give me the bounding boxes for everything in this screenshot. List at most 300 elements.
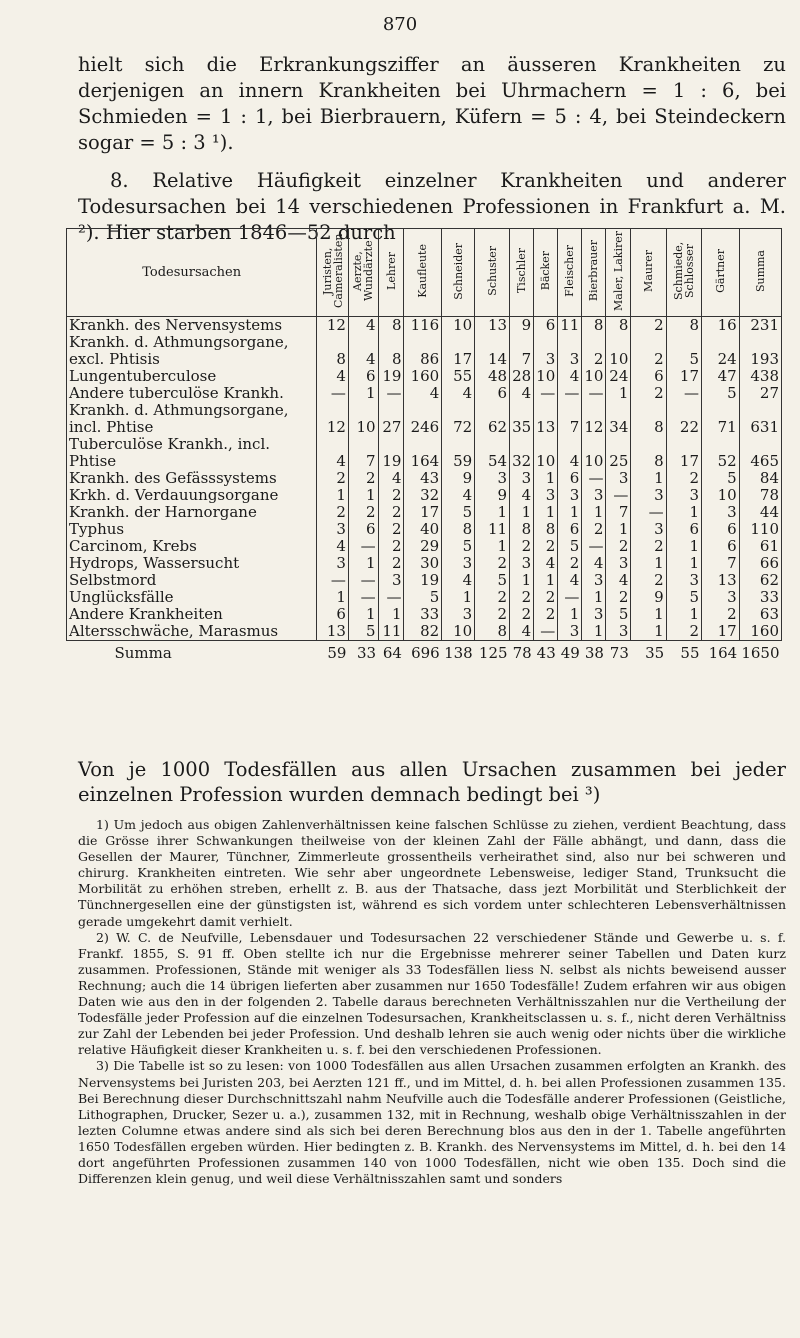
table-cell: 4	[510, 385, 534, 402]
table-cell: 2	[475, 606, 510, 623]
table-cell: 160	[404, 368, 442, 385]
table-cell: 55	[442, 368, 475, 385]
table-cell: 5	[404, 589, 442, 606]
table-row	[67, 589, 782, 606]
table-header-row	[67, 229, 782, 317]
section-8-heading: 8. Relative Häufigkeit einzelner Krankheiten und anderer Todesursachen bei 14 verschiedenen Professionen in Frankfurt a. M. ²). Hier starben 1846—52 durch	[78, 169, 786, 244]
table-cell: 1	[666, 538, 701, 555]
table-cell: 3	[702, 589, 740, 606]
summa-cell: 138	[444, 644, 473, 662]
table-cell: 2	[534, 538, 558, 555]
table-cell: —	[631, 504, 666, 521]
table-cell: 7	[606, 504, 631, 521]
table-cell: 160	[739, 623, 781, 641]
table-cell: 2	[510, 538, 534, 555]
table-cell: 62	[739, 572, 781, 589]
table-cell: 27	[378, 402, 404, 436]
table-cell: 2	[631, 538, 666, 555]
table-cell: 438	[739, 368, 781, 385]
table-cell: 1	[558, 606, 582, 623]
summa-cell: 49	[560, 644, 580, 662]
column-header: Aerzte, Wundärzte	[348, 229, 378, 317]
row-label: Krankh. d. Athmungsorgane, incl. Phtise	[67, 402, 317, 436]
table-cell: 3	[510, 470, 534, 487]
table-cell: 4	[582, 555, 606, 572]
table-cell: 8	[442, 521, 475, 538]
table-cell: 2	[510, 589, 534, 606]
table-cell: 3	[534, 334, 558, 368]
table-cell: 10	[348, 402, 378, 436]
table-cell: 6	[666, 521, 701, 538]
table-cell: 35	[510, 402, 534, 436]
table-cell: 8	[606, 317, 631, 335]
table-cell: 44	[739, 504, 781, 521]
table-row	[67, 368, 782, 385]
table-cell: 1	[631, 606, 666, 623]
table-cell: 1	[631, 623, 666, 641]
table-cell: 52	[702, 436, 740, 470]
table-cell: 2	[606, 589, 631, 606]
table-cell: 2	[582, 334, 606, 368]
table-cell: 4	[348, 317, 378, 335]
summa-cell: 35	[645, 644, 665, 662]
table-cell: 4	[510, 623, 534, 641]
table-cell: 3	[666, 572, 701, 589]
table-cell: 4	[317, 538, 349, 555]
column-header: Fleischer	[558, 229, 582, 317]
column-header: Kaufleute	[404, 229, 442, 317]
table-cell: 4	[404, 385, 442, 402]
table-row	[67, 334, 782, 368]
table-cell: 116	[404, 317, 442, 335]
table-cell: 2	[631, 334, 666, 368]
table-cell: 78	[739, 487, 781, 504]
table-cell: 6	[702, 538, 740, 555]
table-cell: 4	[348, 334, 378, 368]
table-cell: 5	[442, 538, 475, 555]
table-cell: 6	[534, 317, 558, 335]
table-cell: 34	[606, 402, 631, 436]
table-cell: 1	[510, 572, 534, 589]
table-cell: 3	[317, 521, 349, 538]
column-header: Schneider	[442, 229, 475, 317]
table-cell: 465	[739, 436, 781, 470]
table-cell: 54	[475, 436, 510, 470]
table-cell: 7	[702, 555, 740, 572]
table-row	[67, 436, 782, 470]
table-cell: 4	[442, 572, 475, 589]
summa-cell: 73	[609, 644, 629, 662]
table-cell: 8	[631, 436, 666, 470]
table-cell: 9	[442, 470, 475, 487]
table-cell: 2	[666, 623, 701, 641]
table-cell: 62	[475, 402, 510, 436]
table-cell: 17	[666, 436, 701, 470]
column-header: Gärtner	[702, 229, 740, 317]
table-cell: 231	[739, 317, 781, 335]
table-cell: 47	[702, 368, 740, 385]
table-cell: 1	[348, 606, 378, 623]
table-cell: —	[582, 538, 606, 555]
table-cell: 10	[534, 368, 558, 385]
table-cell: 27	[739, 385, 781, 402]
table-cell: 17	[404, 504, 442, 521]
table-cell: 24	[702, 334, 740, 368]
table-cell: 11	[558, 317, 582, 335]
table-row	[67, 555, 782, 572]
table-cell: 33	[404, 606, 442, 623]
table-cell: 2	[558, 555, 582, 572]
row-header: Todesursachen	[67, 229, 317, 317]
table-cell: 7	[348, 436, 378, 470]
table-cell: 1	[510, 504, 534, 521]
table-cell: 19	[404, 572, 442, 589]
table-row	[67, 521, 782, 538]
table-cell: 33	[739, 589, 781, 606]
table-cell: 40	[404, 521, 442, 538]
after-table-text: Von je 1000 Todesfällen aus allen Ursachen zusammen bei jeder einzelnen Profession wurden demnach bedingt bei ³)	[78, 758, 786, 806]
table-cell: 82	[404, 623, 442, 641]
table-cell: 13	[702, 572, 740, 589]
table-row	[67, 504, 782, 521]
column-header: Schmiede, Schlosser	[666, 229, 701, 317]
summa-cell: 1650	[741, 644, 780, 662]
table-cell: 5	[702, 470, 740, 487]
table-cell: 43	[404, 470, 442, 487]
table-cell: 8	[317, 334, 349, 368]
row-label: Andere tuberculöse Krankh.	[67, 385, 317, 402]
column-header: Juristen, Cameralisten	[317, 229, 349, 317]
table-cell: 24	[606, 368, 631, 385]
row-label: Selbstmord	[67, 572, 317, 589]
table-cell: 1	[631, 555, 666, 572]
table-cell: 9	[510, 317, 534, 335]
table-cell: 6	[348, 368, 378, 385]
table-cell: 5	[475, 572, 510, 589]
table-cell: 6	[317, 606, 349, 623]
table-cell: —	[558, 589, 582, 606]
table-cell: —	[317, 572, 349, 589]
table-row	[67, 317, 782, 335]
table-cell: 1	[348, 385, 378, 402]
table-cell: 1	[348, 487, 378, 504]
table-cell: 22	[666, 402, 701, 436]
table-cell: 19	[378, 368, 404, 385]
table-row	[67, 402, 782, 436]
table-cell: 10	[534, 436, 558, 470]
table-cell: 11	[378, 623, 404, 641]
table-cell: 3	[582, 487, 606, 504]
table-cell: 2	[348, 470, 378, 487]
table-row	[67, 470, 782, 487]
table-cell: 3	[475, 470, 510, 487]
table-cell: —	[606, 487, 631, 504]
table-cell: 3	[317, 555, 349, 572]
table-cell: 110	[739, 521, 781, 538]
table-cell: 4	[378, 470, 404, 487]
table-cell: 6	[558, 470, 582, 487]
table-cell: 5	[702, 385, 740, 402]
table-cell: 4	[442, 385, 475, 402]
table-cell: 1	[606, 521, 631, 538]
table-cell: 6	[348, 521, 378, 538]
table-cell: 1	[666, 555, 701, 572]
table-cell: —	[348, 538, 378, 555]
table-cell: 3	[582, 606, 606, 623]
table-cell: —	[534, 623, 558, 641]
summa-cell: 64	[382, 644, 402, 662]
table-cell: 8	[378, 334, 404, 368]
table-cell: 3	[631, 521, 666, 538]
table-cell: 17	[666, 368, 701, 385]
table-cell: 2	[378, 504, 404, 521]
table-cell: —	[534, 385, 558, 402]
table-cell: 3	[558, 623, 582, 641]
table-cell: 4	[317, 436, 349, 470]
table-row	[67, 623, 782, 641]
table-cell: 4	[558, 572, 582, 589]
column-header: Schuster	[475, 229, 510, 317]
row-label: Krkh. d. Verdauungsorgane	[67, 487, 317, 504]
table-cell: 2	[317, 504, 349, 521]
table-cell: 19	[378, 436, 404, 470]
table-cell: 12	[317, 317, 349, 335]
table-cell: 3	[558, 487, 582, 504]
table-cell: 10	[582, 436, 606, 470]
row-label: Krankh. der Harnorgane	[67, 504, 317, 521]
table-cell: 3	[606, 555, 631, 572]
table-cell: 2	[582, 521, 606, 538]
table-cell: 6	[475, 385, 510, 402]
table-cell: 25	[606, 436, 631, 470]
summa-cell: 43	[536, 644, 556, 662]
table-cell: 3	[534, 487, 558, 504]
table-cell: 10	[442, 317, 475, 335]
table-cell: 5	[558, 538, 582, 555]
column-header: Maler, Lakirer	[606, 229, 631, 317]
table-cell: —	[348, 589, 378, 606]
table-cell: 29	[404, 538, 442, 555]
summa-cell: 59	[327, 644, 347, 662]
table-cell: 1	[631, 470, 666, 487]
table-cell: 11	[475, 521, 510, 538]
row-label: Hydrops, Wassersucht	[67, 555, 317, 572]
mortality-table	[66, 228, 782, 662]
table-cell: 1	[317, 487, 349, 504]
table-cell: 16	[702, 317, 740, 335]
table-cell: 631	[739, 402, 781, 436]
footnote-3: 3) Die Tabelle ist so zu lesen: von 1000 Todesfällen aus allen Ursachen zusammen erfolgten an Krankh. des Nervensystems bei Juristen 203, bei Aerzten 121 ff., und im Mittel, d. h. bei allen Professionen zusammen 135. Bei Berechnung dieser Durchschnittszahl nahm Neufville auch die Todesfälle anderer Professionen (Geistliche, Lithographen, Drucker, Sezer u. a.), zusammen 132, mit in Rechnung, weshalb obige Verhältnisszahlen in der lezten Columne etwas andere sind als sich bei deren Berechnung blos aus den in der 1. Tabelle angeführten 1650 Todesfällen ergeben würden. Hier bedingten z. B. Krankh. des Nervensystems im Mittel, d. h. bei den 14 dort angeführten Professionen zusammen 140 von 1000 Todesfällen, nicht wie oben 135. Doch sind die Differenzen klein genug, und weil diese Verhältnisszahlen samt und sonders	[78, 1058, 786, 1187]
row-label: Unglücksfälle	[67, 589, 317, 606]
table-cell: 17	[702, 623, 740, 641]
table-cell: 6	[558, 521, 582, 538]
row-label: Krankh. d. Athmungsorgane, excl. Phtisis	[67, 334, 317, 368]
table-cell: 8	[534, 521, 558, 538]
table-cell: 3	[582, 572, 606, 589]
table-cell: 2	[702, 606, 740, 623]
row-label: Andere Krankheiten	[67, 606, 317, 623]
table-cell: 2	[510, 606, 534, 623]
table-cell: 14	[475, 334, 510, 368]
table-cell: 6	[702, 521, 740, 538]
table-cell: —	[317, 385, 349, 402]
table-cell: 86	[404, 334, 442, 368]
table-cell: 164	[404, 436, 442, 470]
column-header: Summa	[739, 229, 781, 317]
table-cell: 84	[739, 470, 781, 487]
table-cell: 2	[348, 504, 378, 521]
table-cell: 3	[442, 555, 475, 572]
summa-row	[67, 641, 782, 663]
table-cell: 10	[442, 623, 475, 641]
table-cell: 1	[534, 572, 558, 589]
table-cell: 1	[348, 555, 378, 572]
row-label: Lungentuberculose	[67, 368, 317, 385]
summa-cell: 125	[478, 644, 508, 662]
table-cell: 2	[631, 572, 666, 589]
table-cell: 32	[404, 487, 442, 504]
table-cell: 71	[702, 402, 740, 436]
table-cell: 3	[510, 555, 534, 572]
table-cell: 2	[378, 487, 404, 504]
row-label: Carcinom, Krebs	[67, 538, 317, 555]
table-cell: 28	[510, 368, 534, 385]
table-cell: —	[582, 385, 606, 402]
row-label: Typhus	[67, 521, 317, 538]
table-cell: 3	[442, 606, 475, 623]
table-cell: 30	[404, 555, 442, 572]
table-cell: 7	[558, 402, 582, 436]
table-cell: —	[666, 385, 701, 402]
table-cell: 5	[666, 334, 701, 368]
table-cell: 2	[534, 606, 558, 623]
table-cell: 2	[631, 317, 666, 335]
row-label: Tuberculöse Krankh., incl. Phtise	[67, 436, 317, 470]
table-cell: 63	[739, 606, 781, 623]
table-cell: 2	[378, 538, 404, 555]
table-cell: 72	[442, 402, 475, 436]
table-cell: 6	[631, 368, 666, 385]
table-cell: 4	[317, 368, 349, 385]
table-cell: 13	[475, 317, 510, 335]
table-cell: 8	[631, 402, 666, 436]
table-cell: 2	[475, 589, 510, 606]
table-row	[67, 385, 782, 402]
column-header: Bäcker	[534, 229, 558, 317]
table-cell: 12	[582, 402, 606, 436]
table-cell: 2	[631, 385, 666, 402]
table-row	[67, 572, 782, 589]
table-cell: 9	[631, 589, 666, 606]
table-cell: 1	[534, 504, 558, 521]
summa-cell: 78	[512, 644, 532, 662]
table-cell: 1	[475, 504, 510, 521]
table-cell: 3	[702, 504, 740, 521]
table-cell: 4	[534, 555, 558, 572]
table-cell: 5	[442, 504, 475, 521]
table-cell: 2	[534, 589, 558, 606]
table-cell: 5	[348, 623, 378, 641]
table-cell: 1	[558, 504, 582, 521]
table-cell: 17	[442, 334, 475, 368]
row-label: Krankh. des Gefässsystems	[67, 470, 317, 487]
table-cell: 4	[442, 487, 475, 504]
table-cell: 48	[475, 368, 510, 385]
intro-paragraph-1: hielt sich die Erkrankungsziffer an äusseren Krankheiten zu derjenigen an innern Krankheiten bei Uhrmachern = 1 : 6, bei Schmieden = 1 : 1, bei Bierbrauern, Küfern = 5 : 4, bei Steindeckern sogar = 5 : 3 ¹).	[78, 53, 786, 154]
row-label: Krankh. des Nervensystems	[67, 317, 317, 335]
column-header: Lehrer	[378, 229, 404, 317]
footnote-2: 2) W. C. de Neufville, Lebensdauer und Todesursachen 22 verschiedener Stände und Gewerbe u. s. f. Frankf. 1855, S. 91 ff. Oben stellte ich nur die Ergebnisse mehrerer seiner Tabellen und Daten kurz zusammen. Professionen, Stände mit weniger als 33 Todesfällen liess N. selbst als nichts beweisend ausser Rechnung; auch die 14 übrigen lieferten aber zusammen nur 1650 Todesfälle! Zudem erfahren wir aus obigen Daten wie aus den in der folgenden 2. Tabelle daraus berechneten Verhältnisszahlen nur die Vertheilung der Todesfälle jeder Profession auf die einzelnen Todesursachen, Krankheitsclassen u. s. f., nicht deren Verhältniss zur Zahl der Lebenden bei jeder Profession. Und deshalb lehren sie auch wenig oder nichts über die wirkliche relative Häufigkeit dieser Krankheiten u. s. f. bei den verschiedenen Professionen.	[78, 929, 786, 1058]
summa-label: Summa	[114, 644, 172, 662]
table-cell: 59	[442, 436, 475, 470]
table-cell: 1	[442, 589, 475, 606]
table-cell: 1	[666, 606, 701, 623]
table-cell: 1	[606, 385, 631, 402]
table-cell: 1	[378, 606, 404, 623]
table-cell: 10	[702, 487, 740, 504]
table-cell: 4	[510, 487, 534, 504]
table-cell: 2	[378, 521, 404, 538]
column-header: Tischler	[510, 229, 534, 317]
table-cell: 1	[317, 589, 349, 606]
table-cell: 8	[666, 317, 701, 335]
table-cell: 1	[666, 504, 701, 521]
table-cell: 2	[666, 470, 701, 487]
table-cell: 1	[582, 589, 606, 606]
table-cell: 10	[582, 368, 606, 385]
table-cell: 5	[606, 606, 631, 623]
table-cell: 3	[606, 470, 631, 487]
footnote-1: 1) Um jedoch aus obigen Zahlenverhältnissen keine falschen Schlüsse zu ziehen, verdient Beachtung, dass die Grösse ihrer Schwankungen theilweise von der kleinen Zahl der Fälle abhängt, und dann, dass die Gesellen der Maurer, Tünchner, Zimmerleute grossentheils verheirathet sind, also nur bei schweren und chirurg. Krankheiten eintreten. Wie sehr aber ungeordnete Lebensweise, lediger Stand, Trunksucht die Morbilität zu erhöhen streben, erhellt z. B. aus der Thatsache, dass jezt Morbilität und Sterblichkeit der Tünchnergesellen eine der günstigsten ist, während es sich vordem unter schlechteren Lebensverhältnissen gerade umgekehrt damit verhielt.	[78, 817, 786, 929]
table-cell: 8	[582, 317, 606, 335]
table-cell: 2	[378, 555, 404, 572]
table-cell: 5	[666, 589, 701, 606]
table-cell: 246	[404, 402, 442, 436]
table-cell: 3	[378, 572, 404, 589]
table-cell: 8	[378, 317, 404, 335]
table-cell: 8	[475, 623, 510, 641]
page-number: 870	[382, 14, 418, 35]
table-cell: —	[558, 385, 582, 402]
table-cell: 3	[631, 487, 666, 504]
table-cell: 2	[317, 470, 349, 487]
table-cell: 1	[582, 504, 606, 521]
table-cell: —	[378, 385, 404, 402]
table-cell: 32	[510, 436, 534, 470]
table-cell: 13	[317, 623, 349, 641]
table-cell: 1	[534, 470, 558, 487]
column-header: Bierbrauer	[582, 229, 606, 317]
table-cell: 3	[666, 487, 701, 504]
table-cell: 193	[739, 334, 781, 368]
table-cell: 13	[534, 402, 558, 436]
table-cell: 4	[558, 436, 582, 470]
summa-cell: 33	[357, 644, 377, 662]
table-cell: —	[348, 572, 378, 589]
table-cell: 2	[475, 555, 510, 572]
table-cell: 2	[606, 538, 631, 555]
table-cell: 1	[475, 538, 510, 555]
table-cell: 4	[606, 572, 631, 589]
footnotes	[78, 817, 786, 1187]
table-cell: 4	[558, 368, 582, 385]
table-cell: 66	[739, 555, 781, 572]
table-cell: 61	[739, 538, 781, 555]
row-label: Altersschwäche, Marasmus	[67, 623, 317, 641]
table-cell: 7	[510, 334, 534, 368]
table-cell: 3	[558, 334, 582, 368]
table-cell: 12	[317, 402, 349, 436]
